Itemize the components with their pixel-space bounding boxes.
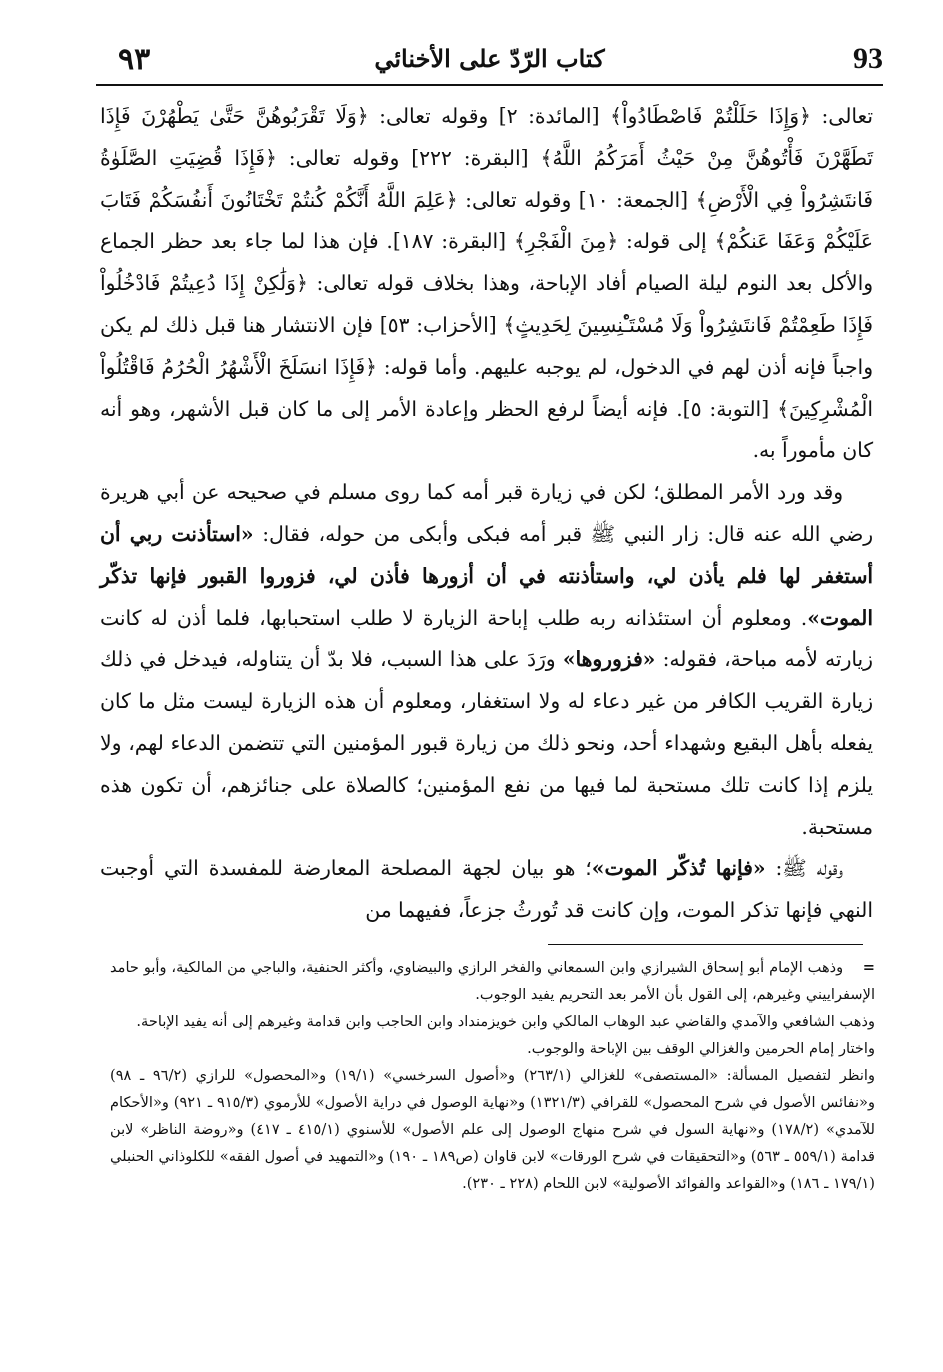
paragraph-text: وقوله ﷺ: [765, 856, 843, 881]
main-text [100, 96, 873, 932]
hadith-quote: «استأذنت ربي أن أستغفر لها فلم يأذن لي، واستأذنته في أن أزورها فأذن لي، فزوروا القبور فإنها تذكّر الموت» [100, 521, 873, 630]
running-title: كتاب الرّدّ على الأخنائي [374, 44, 605, 73]
paragraph-text: . ومعلوم أن استئذانه ربه طلب إباحة الزيارة لا طلب استحبابها، فلما أذن له كانت زيارته لأمه مباحة، فقوله: [100, 605, 873, 672]
paragraph-quran-verses: تعالى: ﴿وَإِذَا حَلَلْتُمْ فَاصْطَادُواْ﴾ [المائدة: ٢] وقوله تعالى: ﴿وَلَا تَقْرَبُوهُنَّ حَتَّىٰ يَطْهُرْنَ فَإِذَا تَطَهَّرْنَ فَأْتُوهُنَّ مِنْ حَيْثُ أَمَرَكُمُ اللَّهُ﴾ [البقرة: ٢٢٢] وقوله تعالى: ﴿فَإِذَا قُضِيَتِ الصَّلَوٰةُ فَانتَشِرُواْ فِي الْأَرْضِ﴾ [الجمعة: ١٠] وقوله تعالى: ﴿عَلِمَ اللَّهُ أَنَّكُمْ كُنتُمْ تَخْتَانُونَ أَنفُسَكُمْ فَتَابَ عَلَيْكُمْ وَعَفَا عَنكُمْ﴾ إلى قوله: ﴿مِنَ الْفَجْرِ﴾ [البقرة: ١٨٧]. فإن هذا لما جاء بعد حظر الجماع والأكل بعد النوم ليلة الصيام أفاد الإباحة، وهذا بخلاف قوله تعالى: ﴿وَلَٰكِنْ إِذَا دُعِيتُمْ فَادْخُلُواْ فَإِذَا طَعِمْتُمْ فَانتَشِرُواْ وَلَا مُسْتَـْٔنِسِينَ لِحَدِيثٍ﴾ [الأحزاب: ٥٣] فإن الانتشار هنا قبل ذلك لم يكن واجباً فإنه أذن لهم في الدخول، لم يوجبه عليهم. وأما قوله: ﴿فَإِذَا انسَلَخَ الْأَشْهُرُ الْحُرُمُ فَاقْتُلُواْ الْمُشْرِكِينَ﴾ [التوبة: ٥]. فإنه أيضاً لرفع الحظر وإعادة الأمر إلى ما كان قبل الأشهر، وهو أنه كان مأموراً به. [100, 104, 873, 463]
footnote-item: واختار إمام الحرمين والغزالي الوقف بين الإباحة والوجوب. [527, 1040, 875, 1057]
footnote-item: وانظر لتفصيل المسألة: «المستصفى» للغزالي (٢٦٣/١) و«أصول السرخسي» (١٩/١) و«المحصول» للرازي (٩٦/٢ ـ ٩٨) و«نفائس الأصول في شرح المحصول» للقرافي (١٣٢١/٣) و«نهاية الوصول في دراية الأصول» للأرموي (٩١٥/٣ ـ ٩٢١) و«الأحكام للآمدي» (١٧٨/٢) و«نهاية السول في شرح منهاج الوصول إلى علم الأصول» للأسنوي (٤١٥/١ ـ ٤١٧) و«روضة الناظر» لابن قدامة (٥٥٩/١ ـ ٥٦٣) و«التحقيقات في شرح الورقات» لابن قاوان (ص١٨٩ ـ ١٩٠) و«التمهيد في أصول الفقه» للكلوذاني الحنبلي (١٧٩/١ ـ ١٨٦) و«القواعد والفوائد الأصولية» لابن اللحام (٢٢٨ ـ ٢٣٠). [110, 1067, 876, 1192]
paragraph-text: وقد ورد الأمر المطلق؛ لكن في زيارة قبر أمه كما روى مسلم في صحيحه عن أبي هريرة رضي الله عنه قال: زار النبي ﷺ قبر أمه فبكى وأبكى من حوله، فقال: [100, 480, 873, 546]
footnote-divider [548, 944, 863, 945]
paragraph-grave-visit [100, 472, 873, 848]
paragraph-text: ؛ هو بيان لجهة المصلحة المعارضة للمفسدة التي أوجبت النهي فإنها تذكر الموت، وإن كانت قد تُورثُ جزعاً، ففيهما من [100, 856, 873, 923]
footnote-item [110, 954, 875, 1008]
hadith-quote: «فزوروها» [562, 647, 656, 672]
page-header [96, 36, 883, 86]
paragraph-text: ورَدَ على هذا السبب، فلا بدّ أن يتناوله، فيدخل في ذلك زيارة القريب الكافر من غير دعاء له ولا استغفار، ومعلوم أن هذه الزيارة ليست مثل ما كان يفعله بأهل البقيع وشهداء أحد، ونحو ذلك من زيارة قبور المؤمنين التي تتضمن الدعاء لهم، ولا يلزم إذا كانت تلك مستحبة لما فيها من نفع المؤمنين؛ كالصلاة على جنائزهم، أن تكون هذه مستحبة. [100, 647, 873, 839]
page-number-latin: 93 [853, 42, 883, 75]
footnote-item: وذهب الشافعي والآمدي والقاضي عبد الوهاب المالكي وابن خويزمنداد وابن الحاجب وابن قدامة وغيرهم إلى أنه يفيد الإباحة. [136, 1013, 875, 1030]
footnotes [110, 954, 875, 1197]
footnote-continuation-mark: = [862, 959, 875, 976]
paragraph-reminder-death [100, 848, 873, 932]
footnote-text: وذهب الإمام أبو إسحاق الشيرازي وابن السمعاني والفخر الرازي والبيضاوي، وأكثر الحنفية، والباجي من المالكية، وأبو حامد الإسفراييني وغيرهم، إلى القول بأن الأمر بعد التحريم يفيد الوجوب. [110, 959, 875, 1003]
page-number-arabic: ٩٣ [118, 42, 151, 77]
hadith-quote: «فإنها تُذكّر الموت» [591, 856, 766, 881]
